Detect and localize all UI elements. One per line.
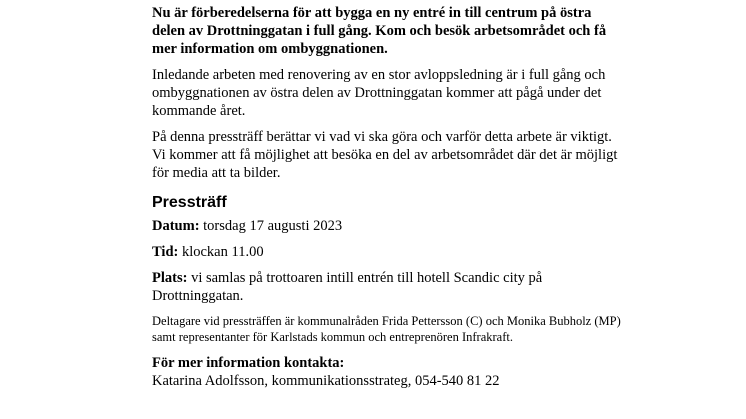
time-value: klockan 11.00 <box>178 244 264 260</box>
contact-heading: För mer information kontakta: <box>152 355 345 371</box>
place-value: vi samlas på trottoaren intill entrén till hotell Scandic city på Drottninggatan. <box>152 270 543 304</box>
date-field <box>152 217 622 235</box>
time-label: Tid: <box>152 244 179 260</box>
body-paragraph-renovation: Inledande arbeten med renovering av en stor avloppsledning är i full gång och ombyggnationen av östra delen av Drottninggatan kommer att pågå under det kommande året. <box>152 67 606 119</box>
place-field <box>152 269 622 305</box>
press-heading: Pressträff <box>152 194 227 211</box>
body-paragraph-press-event: På denna pressträff berättar vi vad vi ska göra och varför detta arbete är viktigt. Vi kommer att få möjlighet att besöka en del av arbetsområdet där det är möjligt för media att ta bilder. <box>152 129 618 181</box>
contact-line: Katarina Adolfsson, kommunikationsstrateg, 054-540 81 22 <box>152 373 500 389</box>
lead-paragraph: Nu är förberedelserna för att bygga en ny entré in till centrum på östra delen av Drottninggatan i full gång. Kom och besök arbetsområdet och få mer information om ombyggnationen. <box>152 5 607 57</box>
date-value: torsdag 17 augusti 2023 <box>199 218 343 234</box>
participants-paragraph: Deltagare vid pressträffen är kommunalråden Frida Pettersson (C) och Monika Bubholz (MP) samt representanter för Karlstads kommun och entreprenören Infrakraft. <box>152 314 621 344</box>
time-field <box>152 243 622 261</box>
date-label: Datum: <box>152 218 200 234</box>
press-release-document <box>152 4 622 390</box>
place-label: Plats: <box>152 270 188 286</box>
